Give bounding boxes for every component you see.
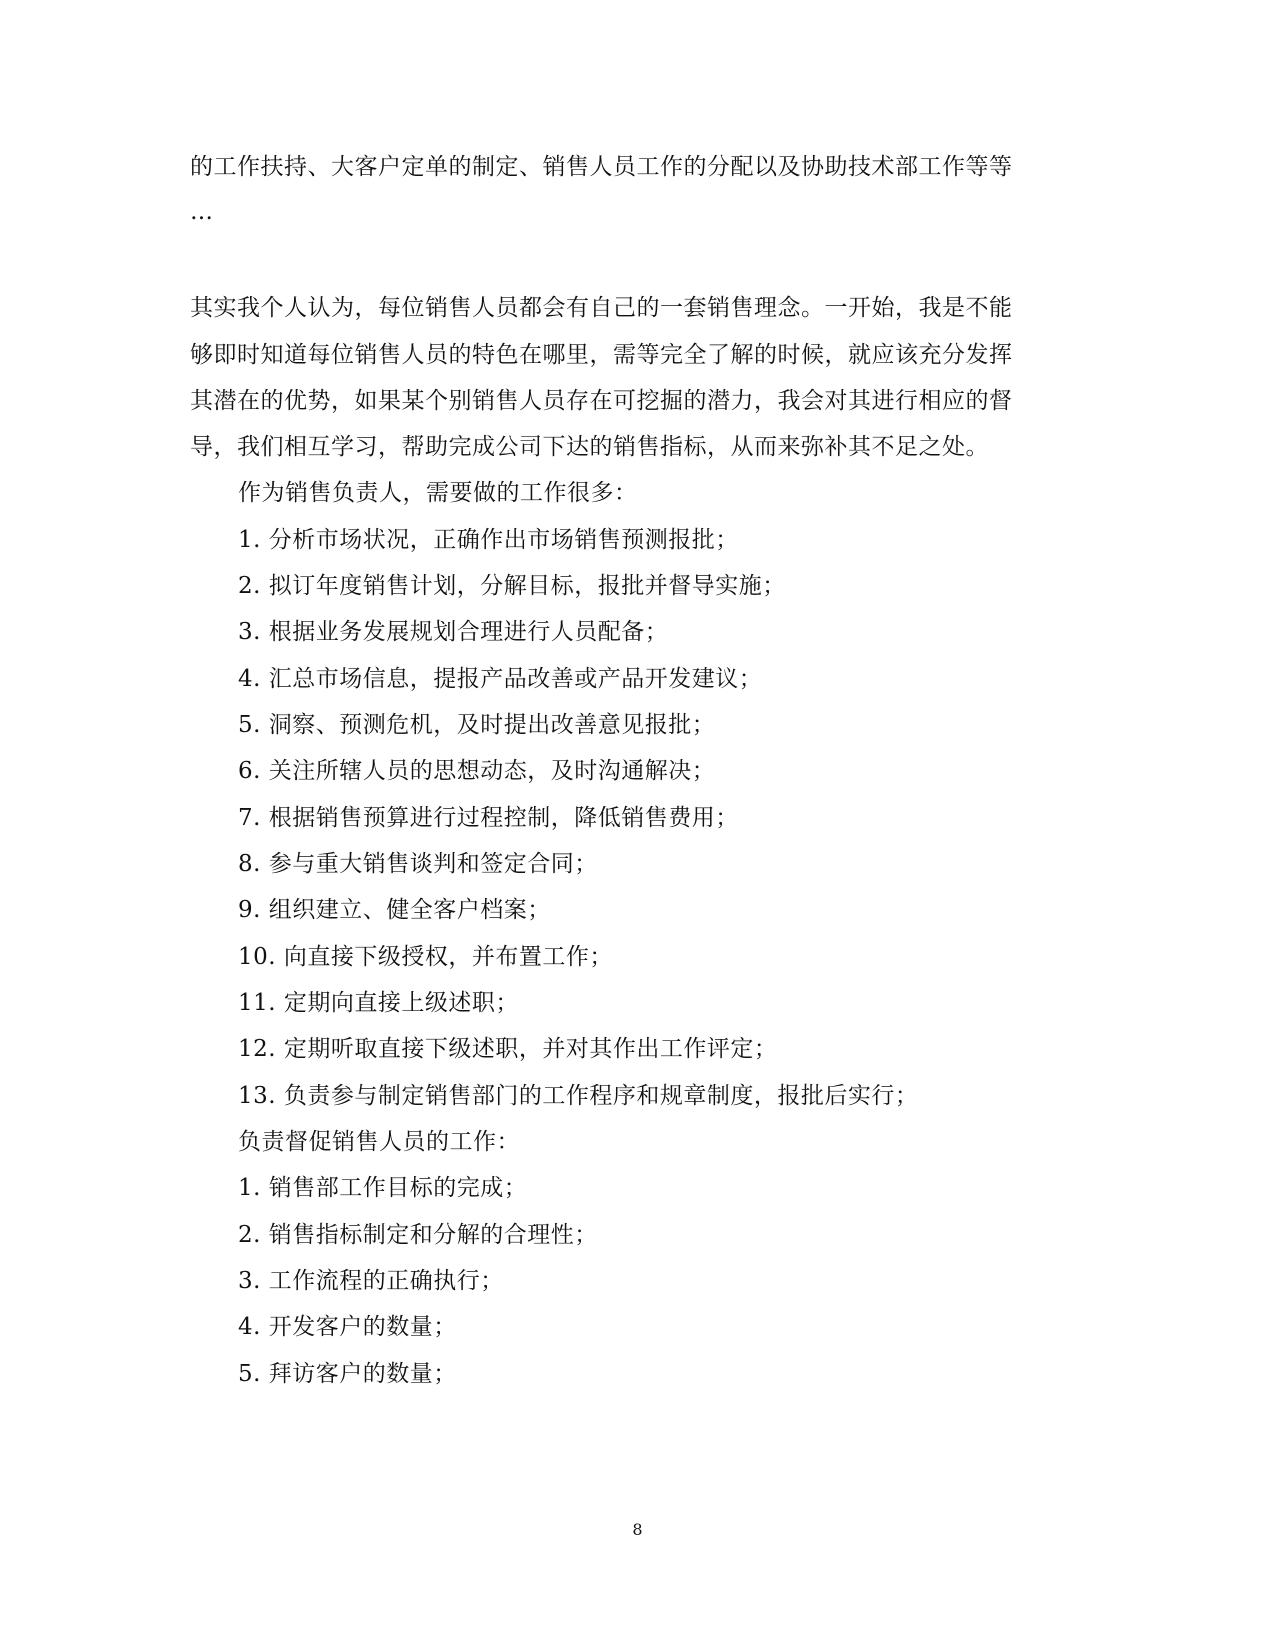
paragraph-line: 其实我个人认为，每位销售人员都会有自己的一套销售理念。一开始，我是不能 [190,295,1013,321]
list-item: 2. 销售指标制定和分解的合理性； [238,1222,598,1248]
list-item: 13. 负责参与制定销售部门的工作程序和规章制度，报批后实行； [238,1083,919,1109]
list-item: 5. 拜访客户的数量； [238,1361,457,1387]
list-item: 2. 拟订年度销售计划，分解目标，报批并督导实施； [238,573,786,599]
list-item: 12. 定期听取直接下级述职，并对其作出工作评定； [238,1036,778,1062]
list-item: 6. 关注所辖人员的思想动态，及时沟通解决； [238,758,716,784]
list-item: 8. 参与重大销售谈判和签定合同； [238,851,598,877]
list-item: 9. 组织建立、健全客户档案； [238,897,551,923]
list-item: 3. 工作流程的正确执行； [238,1268,504,1294]
list-item: 3. 根据业务发展规划合理进行人员配备； [238,619,669,645]
list-item: 5. 洞察、预测危机，及时提出改善意见报批； [238,712,716,738]
paragraph-line: 的工作扶持、大客户定单的制定、销售人员工作的分配以及协助技术部工作等等 [190,154,1013,180]
list-item: 1. 销售部工作目标的完成； [238,1175,528,1201]
paragraph-line: 其潜在的优势，如果某个别销售人员存在可挖掘的潜力，我会对其进行相应的督 [190,388,1013,414]
supervise-heading: 负责督促销售人员的工作： [238,1129,520,1155]
duties-heading: 作为销售负责人，需要做的工作很多： [238,480,638,506]
paragraph-line: 导，我们相互学习，帮助完成公司下达的销售指标，从而来弥补其不足之处。 [190,434,989,460]
list-item: 11. 定期向直接上级述职； [238,990,519,1016]
list-item: 4. 开发客户的数量； [238,1314,457,1340]
paragraph-line: 够即时知道每位销售人员的特色在哪里，需等完全了解的时候，就应该充分发挥 [190,342,1013,368]
list-item: 10. 向直接下级授权，并布置工作； [238,944,613,970]
list-item: 1. 分析市场状况，正确作出市场销售预测报批； [238,527,739,553]
paragraph-line: … [190,199,214,225]
list-item: 7. 根据销售预算进行过程控制，降低销售费用； [238,805,739,831]
list-item: 4. 汇总市场信息，提报产品改善或产品开发建议； [238,666,763,692]
page-number: 8 [632,1520,643,1539]
